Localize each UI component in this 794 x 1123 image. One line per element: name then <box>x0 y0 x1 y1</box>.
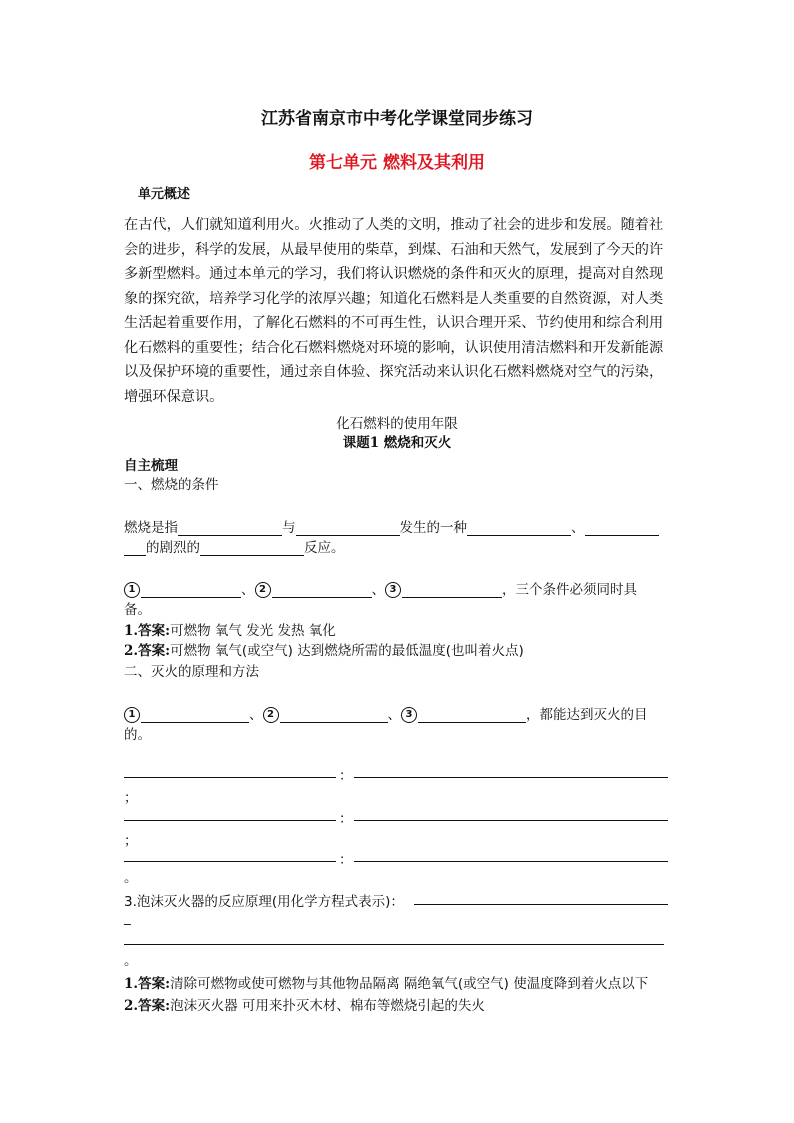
colon: ： <box>339 768 353 784</box>
blank[interactable] <box>296 521 400 536</box>
answer-line[interactable] <box>354 861 668 862</box>
circled-number-3: 3 <box>385 582 401 598</box>
overview-line: 会的进步，科学的发展，从最早使用的柴草，到煤、石油和天然气，发展到了今天的许 <box>124 241 664 258</box>
blank[interactable] <box>124 541 146 556</box>
blank[interactable] <box>585 521 659 536</box>
blank[interactable] <box>418 708 526 723</box>
blank[interactable] <box>467 521 571 536</box>
overview-line: 增强环保意识。 <box>124 388 224 405</box>
blank[interactable] <box>178 521 282 536</box>
extinguish-question-cont: 的。 <box>124 727 151 743</box>
conditions-question-cont: 备。 <box>124 602 151 618</box>
answer-line[interactable] <box>124 777 336 778</box>
overview-heading: 单元概述 <box>138 187 191 202</box>
document-title: 江苏省南京市中考化学课堂同步练习 <box>261 109 533 129</box>
answer-line[interactable] <box>354 820 668 821</box>
blank[interactable] <box>402 583 502 598</box>
blank[interactable] <box>272 583 372 598</box>
period: 。 <box>124 870 138 886</box>
unit-title: 第七单元 燃料及其利用 <box>309 153 485 173</box>
answer-line[interactable] <box>414 904 668 905</box>
circled-number-2: 2 <box>255 582 271 598</box>
dash: _ <box>124 910 131 926</box>
definition-question-cont: 的剧烈的 反应。 <box>124 536 345 556</box>
semicolon: ； <box>124 790 138 806</box>
blank[interactable] <box>141 708 249 723</box>
blank[interactable] <box>280 708 388 723</box>
part2-heading: 二、灭火的原理和方法 <box>124 664 259 680</box>
overview-paragraph <box>124 213 670 409</box>
definition-question: 燃烧是指 与 发生的一种 、 <box>124 516 659 536</box>
answer-1: 1.答案:可燃物 氧气 发光 发热 氧化 <box>124 623 336 639</box>
overview-line: 生活起着重要作用，了解化石燃料的不可再生性，认识合理开采、节约使用和综合利用 <box>124 315 664 331</box>
blank[interactable] <box>200 541 304 556</box>
overview-line: 多新型燃料。通过本单元的学习，我们将认识燃烧的条件和灭火的原理，提高对自然现 <box>124 266 664 282</box>
blank[interactable] <box>141 583 241 598</box>
answer-line[interactable] <box>124 944 664 945</box>
overview-line: 在古代，人们就知道利用火。火推动了人类的文明，推动了社会的进步和发展。随着社 <box>124 217 664 233</box>
study-heading: 自主梳理 <box>124 458 178 474</box>
extinguish-question: 1 、 2 、 3 ，都能达到灭火的目 <box>124 703 648 723</box>
foam-extinguisher-question: 3.泡沫灭火器的反应原理(用化学方程式表示)： <box>124 894 404 910</box>
overview-line: 以及保护环境的重要性，通过亲自体验、探究活动来认识化石燃料燃烧对空气的污染， <box>124 364 664 380</box>
colon: ： <box>339 811 353 827</box>
lesson-caption: 化石燃料的使用年限 <box>336 416 458 432</box>
conditions-question: 1 、 2 、 3 ，三个条件必须同时具 <box>124 578 637 598</box>
circled-number-1: 1 <box>124 707 140 723</box>
answer-line[interactable] <box>124 820 336 821</box>
answer-line[interactable] <box>354 777 668 778</box>
answer-4: 2.答案:泡沫灭火器 可用来扑灭木材、棉布等燃烧引起的失火 <box>124 998 485 1014</box>
period: 。 <box>124 953 138 969</box>
colon: ： <box>339 852 353 868</box>
overview-line: 象的探究欲，培养学习化学的浓厚兴趣；知道化石燃料是人类重要的自然资源，对人类 <box>124 290 664 307</box>
circled-number-2: 2 <box>263 707 279 723</box>
answer-3: 1.答案:清除可燃物或使可燃物与其他物品隔离 隔绝氧气(或空气) 使温度降到着火点以下 <box>124 976 649 992</box>
semicolon: ； <box>124 833 138 849</box>
lesson-title: 课题1 燃烧和灭火 <box>342 435 452 451</box>
circled-number-1: 1 <box>124 582 140 598</box>
part1-heading: 一、燃烧的条件 <box>124 477 219 493</box>
circled-number-3: 3 <box>401 707 417 723</box>
answer-2: 2.答案:可燃物 氧气(或空气) 达到燃烧所需的最低温度(也叫着火点) <box>124 643 524 659</box>
answer-line[interactable] <box>124 861 336 862</box>
overview-line: 化石燃料的重要性；结合化石燃料燃烧对环境的影响，认识使用清洁燃料和开发新能源 <box>124 339 664 356</box>
